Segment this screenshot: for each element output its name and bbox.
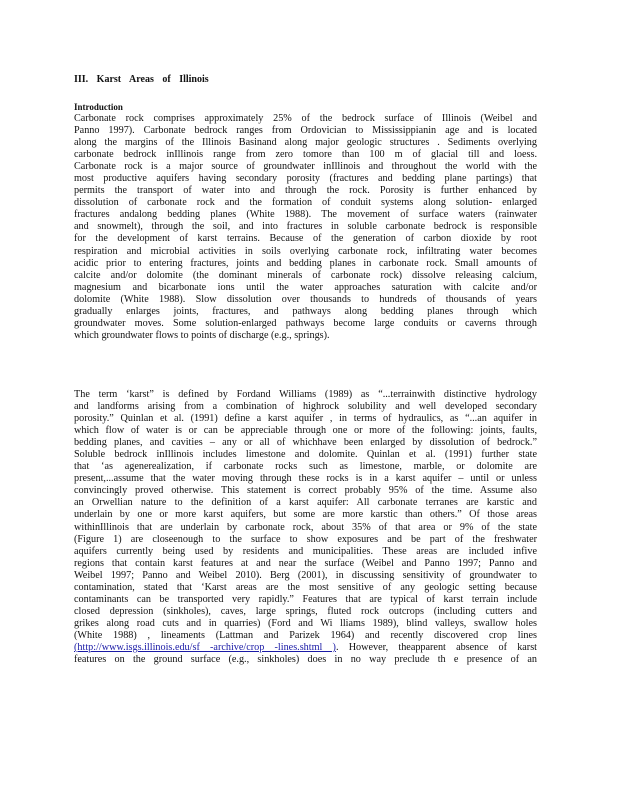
text-line-with-link xyxy=(74,642,537,654)
text-line: carbonate bedrock inIllinois range from zero tomore than 100 m of glacial till and loess. xyxy=(74,149,537,161)
text-line: Weibel 1997; Panno and Weibel 2010). Berg (2001), in discussing sensitivity of groundwater to xyxy=(74,569,537,581)
text-line: dissolution of carbonate rock and the formation of conduit systems along solution- enlarged xyxy=(74,197,537,209)
text-line: most productive aquifers having secondary porosity (fractures and bedding plane partings) that xyxy=(74,173,537,185)
text-line: (Figure 1) are closeenough to the surface to show exposures and be part of the freshwater xyxy=(74,533,537,545)
text-line: which groundwater flows to points of discharge (e.g., springs). xyxy=(74,329,330,341)
text-line: grikes along road cuts and in quarries) (Ford and Wi lliams 1989), blind valleys, swallow holes xyxy=(74,617,537,629)
text-line: along the margins of the Illinois Basinand along major geologic structures . Sediments overlying xyxy=(74,137,537,149)
text-line: closed depression (sinkholes), caves, large springs, fluted rock outcrops (including cutters and xyxy=(74,605,537,617)
text-line: withinIllinois that are underlain by carbonate rock, about 35% of that area or 9% of the state xyxy=(74,521,537,533)
text-line: porosity.” Quinlan et al. (1991) define a karst aquifer , in terms of hydraulics, as “...an aquifer in xyxy=(74,413,537,425)
text-line: contamination, stated that ‘Karst areas are the most sensitive of any geologic setting because xyxy=(74,581,537,593)
text-line: and snowmelt), through the soil, and into fractures in soluble carbonate bedrock is responsible xyxy=(74,221,537,233)
text-line: an Orwellian nature to the definition of a karst aquifer: All carbonate terranes are karstic and xyxy=(74,497,537,509)
text-line: respiration and microbial activities in soils overlying carbonate rock, infiltrating water becomes xyxy=(74,245,537,257)
text-line: calcite and/or dolomite (the dominant minerals of carbonate rock) dissolve releasing calcium, xyxy=(74,269,537,281)
text-line: aquifers currently being used by residents and municipalities. These areas are included infive xyxy=(74,545,537,557)
text-line: Carbonate rock comprises approximately 25% of the bedrock surface of Illinois (Weibel and xyxy=(74,113,537,124)
text-line: gradually enlarges joints, fractures, and pathways along bedding planes through which xyxy=(74,305,537,317)
section-heading: III. Karst Areas of Illinois xyxy=(74,74,209,85)
text-line: contaminants can be transported very rapidly.” Features that are typical of karst terrain include xyxy=(74,593,537,605)
link-trailing-text: . However, theapparent absence of karst xyxy=(335,641,537,653)
text-line: features on the ground surface (e.g., sinkholes) does in no way preclude th e presence of an xyxy=(74,654,537,666)
text-line: Soluble bedrock inIllinois includes limestone and dolomite. Quinlan et al. (1991) further state xyxy=(74,449,537,461)
text-line: dolomite (White 1988). Slow dissolution over thousands to hundreds of thousands of years xyxy=(74,293,537,305)
text-line: present,...assume that the water moving through these rocks is in a karst aquifer – until or unless xyxy=(74,473,537,485)
text-line: which flow of water is or can be appreciable through one or more of the following: joints, faults, xyxy=(74,425,537,437)
crop-lines-link[interactable]: (http://www.isgs.illinois.edu/sf -archive/crop -lines.shtml ) xyxy=(74,641,336,653)
text-line: permits the transport of water into and through the rock. Porosity is further enhanced by xyxy=(74,185,537,197)
text-line: (White 1988) , lineaments (Lattman and Parizek 1964) and recently discovered crop lines xyxy=(74,629,537,641)
text-line: Carbonate rock is a major source of groundwater inIllinois and throughout the world with the xyxy=(74,161,537,173)
paragraph-introduction xyxy=(74,113,537,342)
text-line: for the development of karst terrains. Because of the generation of carbon dioxide by root xyxy=(74,233,537,245)
text-line: and landforms arising from a combination of highrock solubility and well developed secondary xyxy=(74,401,537,413)
text-line: Panno 1997). Carbonate bedrock ranges from Ordovician to Mississippianin age and is located xyxy=(74,125,537,137)
text-line: magnesium and bicarbonate ions until the water approaches saturation with calcite and/or xyxy=(74,281,537,293)
text-line: acidic prior to entering fractures, joints and bedding planes in carbonate rock. Small amounts of xyxy=(74,257,537,269)
text-line: The term ‘karst” is defined by Fordand Williams (1989) as “...terrainwith distinctive hydrology xyxy=(74,389,537,400)
text-line: convincingly proved otherwise. This statement is correct probably 95% of the time. Assume also xyxy=(74,485,537,497)
text-line: groundwater moves. Some solution-enlarged pathways become large conduits or caverns through xyxy=(74,317,537,329)
text-line: fractures andalong bedding planes (White 1988). The movement of surface waters (rainwater xyxy=(74,209,537,221)
text-line: that ‘as agenerealization, if carbonate rocks such as limestone, marble, or dolomite are xyxy=(74,461,537,473)
subsection-heading: Introduction xyxy=(74,102,123,112)
paragraph-karst-definition xyxy=(74,389,537,666)
text-line: bedding planes, and cavities – any or all of whichhave been enlarged by dissolution of bedrock.” xyxy=(74,437,537,449)
text-line: regions that contain karst features at and near the surface (Weibel and Panno 1997; Panno and xyxy=(74,557,537,569)
text-line: underlain by one or more karst aquifers, but some are more karstic than others.” Of those areas xyxy=(74,509,537,521)
